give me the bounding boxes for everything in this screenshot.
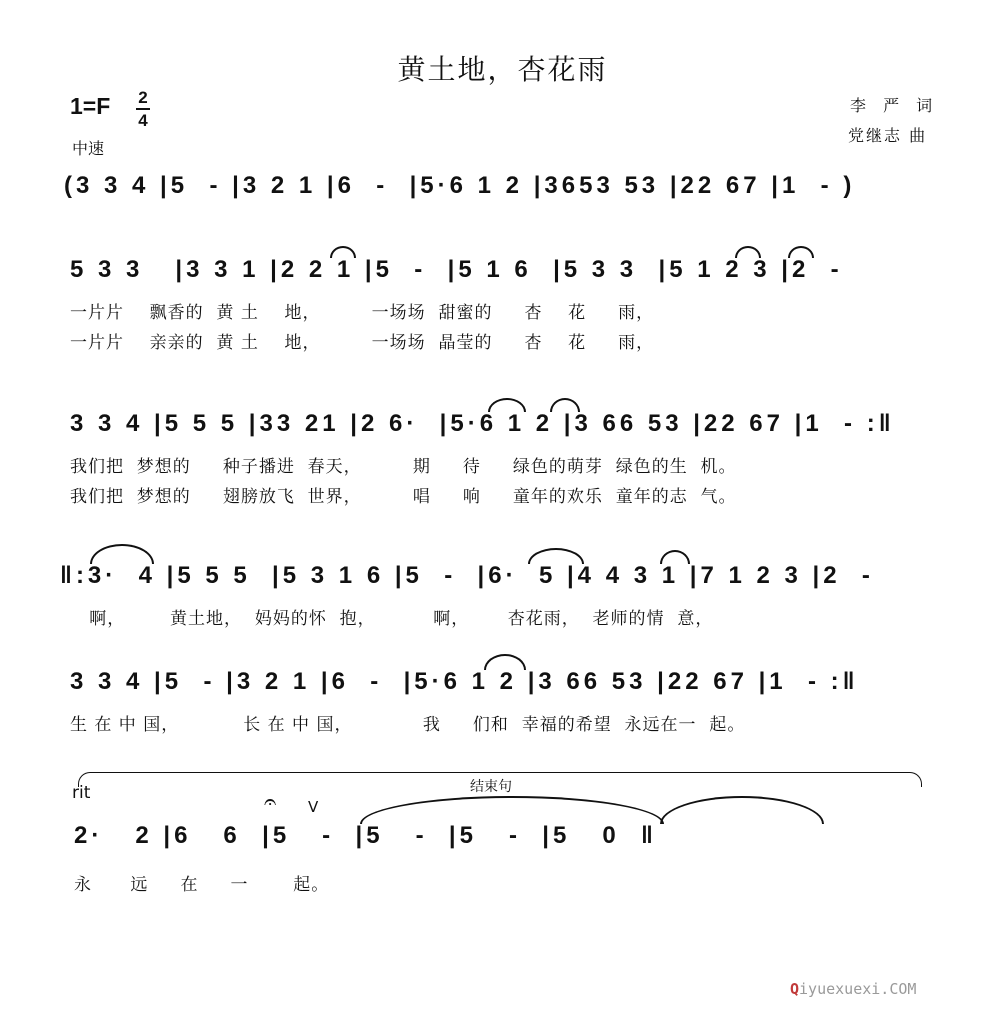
- slur: [90, 544, 154, 564]
- watermark-q: Q: [790, 980, 800, 998]
- slur: [660, 550, 690, 564]
- site-watermark: [790, 980, 916, 998]
- lyric-line-2b: 一片片 亲亲的 黄 土 地， 一场场 晶莹的 杏 花 雨，: [70, 333, 655, 353]
- notation-line-5: 3 3 4 |5 - |3 2 1 |6 - |5·6 1 2 |3 66 53 |22 67 |1 - :‖: [70, 668, 859, 695]
- tempo-marking: 中速: [72, 139, 105, 158]
- notation-line-3: 3 3 4 |5 5 5 |33 21 |2 6· |5·6 1 2 |3 66 53 |22 67 |1 - :‖: [70, 410, 895, 437]
- lyric-line-3b: 我们把 梦想的 翅膀放飞 世界， 唱 响 童年的欢乐 童年的志 气。: [70, 487, 737, 507]
- ending-label: 结束句: [470, 779, 512, 795]
- lyric-line-4: 啊， 黄土地， 妈妈的怀 抱， 啊， 杏花雨， 老师的情 意，: [70, 609, 714, 629]
- score-line-2: [60, 256, 950, 356]
- fermata-icon: 𝄐: [264, 790, 277, 815]
- tie: [660, 796, 824, 824]
- tie: [360, 796, 664, 824]
- score-line-1: [60, 172, 950, 212]
- slur: [484, 654, 526, 670]
- key-label: 1=F: [70, 93, 111, 119]
- lyric-line-5: 生 在 中 国， 长 在 中 国， 我 们和 幸福的希望 永远在一 起。: [70, 715, 746, 735]
- notation-line-2: 5 3 3 |3 3 1 |2 2 1 |5 - |5 1 6 |5 3 3 |5 1 2 3 |2 -: [70, 256, 854, 283]
- slur: [528, 548, 584, 564]
- time-bottom: 4: [138, 111, 148, 130]
- notation-line-6: 2· 2 |6 6 |5 - |5 - |5 - |5 0 ‖: [74, 822, 657, 849]
- notation-line-1: (3 3 4 |5 - |3 2 1 |6 - |5·6 1 2 |3653 53 |22 67 |1 - ): [64, 172, 856, 199]
- lyric-line-6: 永 远 在 一 起。: [74, 875, 330, 895]
- score-line-3: [60, 410, 950, 510]
- lyric-line-2a: 一片片 飘香的 黄 土 地， 一场场 甜蜜的 杏 花 雨，: [70, 303, 655, 323]
- lyric-line-3a: 我们把 梦想的 种子播进 春天， 期 待 绿色的萌芽 绿色的生 机。: [70, 457, 737, 477]
- score-line-5: [60, 668, 950, 738]
- slur: [735, 246, 761, 258]
- score-line-6: [60, 822, 950, 902]
- score-line-4: [60, 562, 950, 632]
- key-signature: [70, 88, 148, 130]
- slur: [330, 246, 356, 258]
- slur: [488, 398, 526, 412]
- time-top: 2: [138, 88, 148, 107]
- notation-line-4: ‖:3· 4 |5 5 5 |5 3 1 6 |5 - |6· 5 |4 4 3 1 |7 1 2 3 |2 -: [60, 562, 885, 589]
- watermark-text: iyuexuexi.COM: [799, 980, 917, 998]
- time-signature: [136, 89, 150, 129]
- rit-marking: rit: [72, 783, 91, 803]
- slur: [788, 246, 814, 258]
- composer-credit: 党继志 曲: [848, 126, 928, 145]
- lyricist-credit: 李 严 词: [850, 96, 939, 115]
- song-title: 黄土地，杏花雨: [397, 53, 608, 86]
- breath-mark: V: [308, 798, 319, 816]
- slur: [550, 398, 580, 412]
